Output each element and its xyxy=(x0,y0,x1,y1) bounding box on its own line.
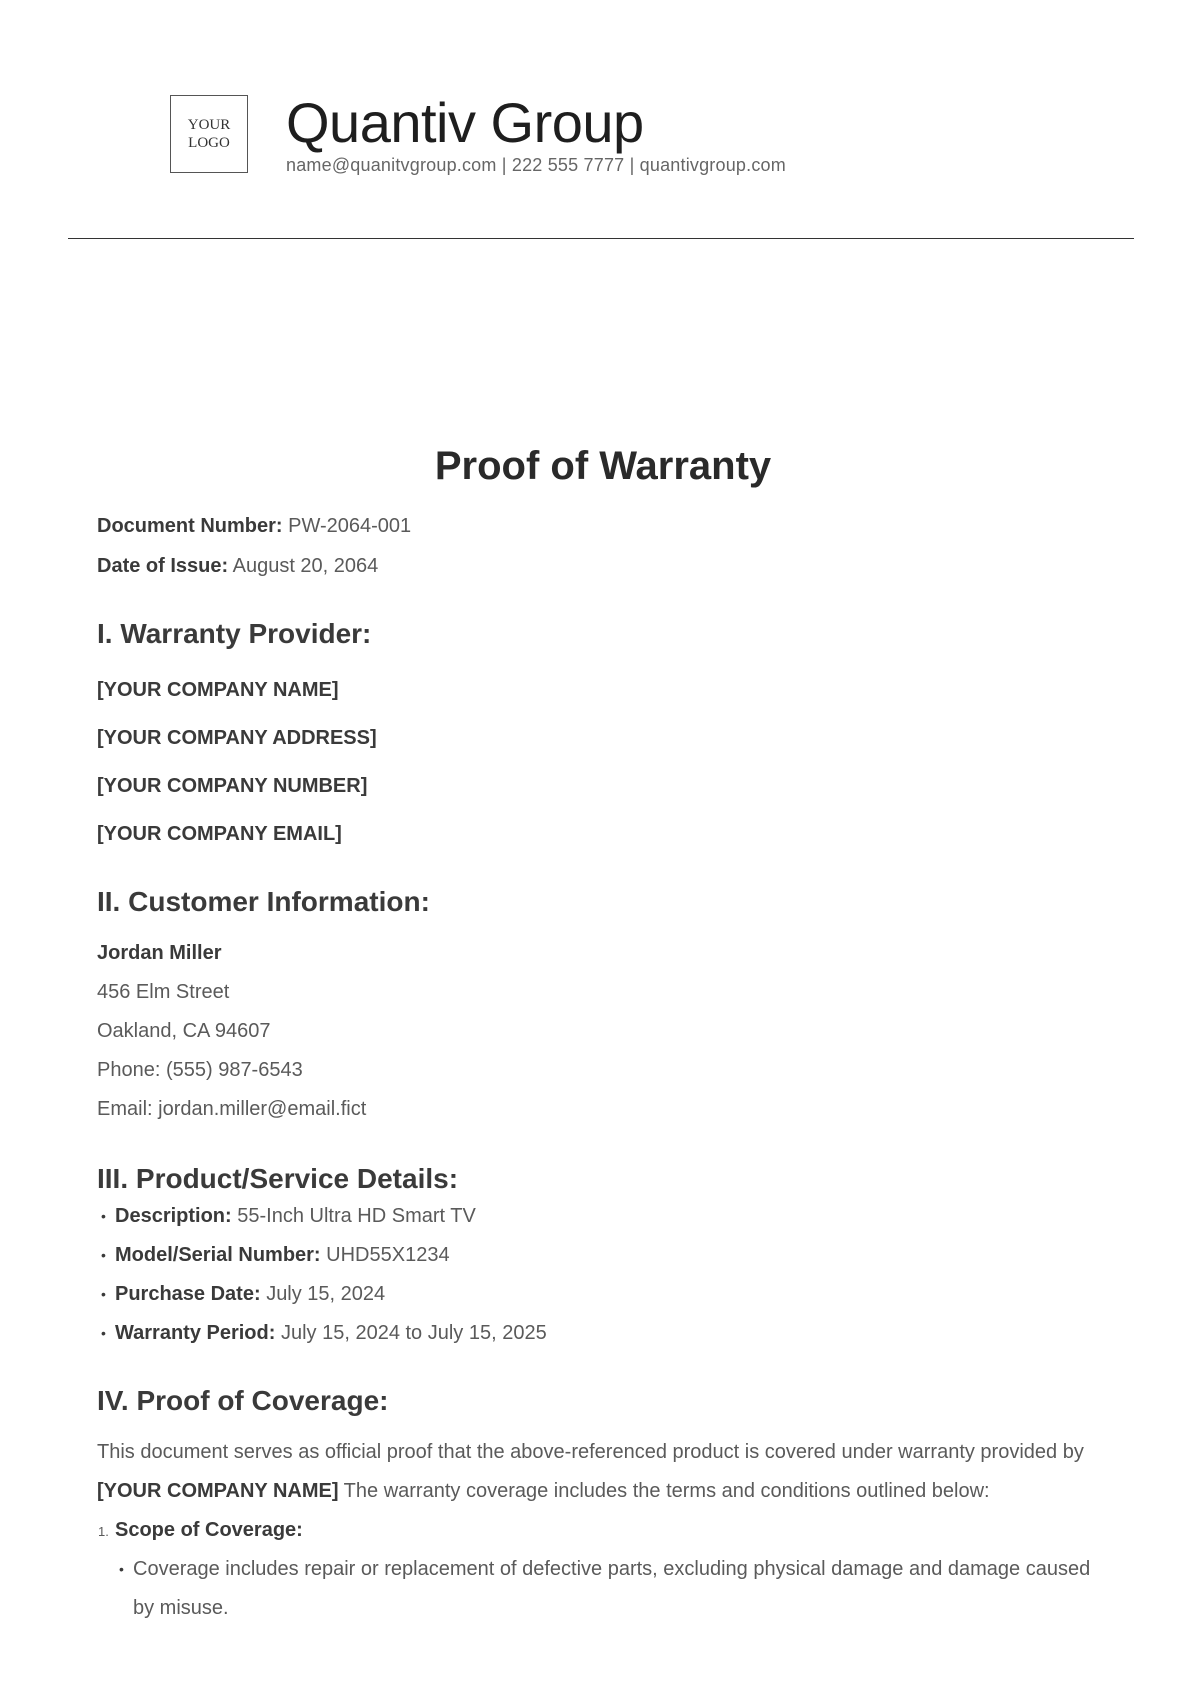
logo-placeholder xyxy=(170,95,248,173)
list-item xyxy=(97,1314,1107,1353)
header-divider xyxy=(68,238,1134,239)
provider-company-email: [YOUR COMPANY EMAIL] xyxy=(97,823,342,845)
list-item: • Coverage includes repair or replacement of defective parts, excluding physical damage and damage caused by misuse. xyxy=(97,1550,1107,1628)
product-details-list xyxy=(97,1197,1107,1353)
customer-street: 456 Elm Street xyxy=(97,981,230,1003)
detail-value: 55-Inch Ultra HD Smart TV xyxy=(237,1205,476,1227)
document-body xyxy=(97,442,1107,1628)
detail-label: Description: xyxy=(115,1205,232,1227)
detail-label: Model/Serial Number: xyxy=(115,1244,321,1266)
coverage-company-placeholder: [YOUR COMPANY NAME] xyxy=(97,1480,339,1502)
brand-block xyxy=(286,93,786,176)
customer-city: Oakland, CA 94607 xyxy=(97,1020,271,1042)
coverage-intro-text: This document serves as official proof that the above-referenced product is covered under warranty provided by xyxy=(97,1441,1084,1463)
date-of-issue-value: August 20, 2064 xyxy=(232,555,379,577)
customer-name: Jordan Miller xyxy=(97,942,222,964)
section-heading-provider: I. Warranty Provider: xyxy=(97,618,372,649)
provider-company-address: [YOUR COMPANY ADDRESS] xyxy=(97,727,377,749)
company-contact: name@quanitvgroup.com | 222 555 7777 | quantivgroup.com xyxy=(286,155,786,175)
logo-line-2: LOGO xyxy=(188,135,230,151)
company-name: Quantiv Group xyxy=(286,91,644,154)
coverage-intro-paragraph xyxy=(97,1433,1107,1511)
provider-company-name: [YOUR COMPANY NAME] xyxy=(97,679,339,701)
document-number-label: Document Number: xyxy=(97,515,283,537)
list-item xyxy=(97,1197,1107,1236)
detail-label: Purchase Date: xyxy=(115,1283,261,1305)
term-label: Scope of Coverage: xyxy=(115,1519,303,1541)
list-item xyxy=(97,1275,1107,1314)
coverage-intro-continued: The warranty coverage includes the terms and conditions outlined below: xyxy=(338,1480,990,1502)
letterhead xyxy=(170,91,786,177)
section-heading-product: III. Product/Service Details: xyxy=(97,1163,459,1194)
logo-line-1: YOUR xyxy=(187,117,231,133)
detail-value: July 15, 2024 to July 15, 2025 xyxy=(280,1322,547,1344)
customer-phone: Phone: (555) 987-6543 xyxy=(97,1059,303,1081)
detail-value: UHD55X1234 xyxy=(326,1244,450,1266)
provider-company-number: [YOUR COMPANY NUMBER] xyxy=(97,775,368,797)
coverage-term-item xyxy=(97,1511,1107,1550)
document-number-value: PW-2064-001 xyxy=(288,515,412,537)
section-heading-customer: II. Customer Information: xyxy=(97,886,430,917)
section-heading-coverage: IV. Proof of Coverage: xyxy=(97,1385,389,1416)
term-number: 1. xyxy=(98,1524,109,1539)
document-number-line xyxy=(97,506,1107,546)
detail-value: July 15, 2024 xyxy=(266,1283,386,1305)
detail-label: Warranty Period: xyxy=(115,1322,276,1344)
date-of-issue-label: Date of Issue: xyxy=(97,555,229,577)
document-title: Proof of Warranty xyxy=(434,444,772,488)
date-of-issue-line xyxy=(97,546,1107,586)
customer-email: Email: jordan.miller@email.fict xyxy=(97,1098,367,1120)
list-item xyxy=(97,1236,1107,1275)
